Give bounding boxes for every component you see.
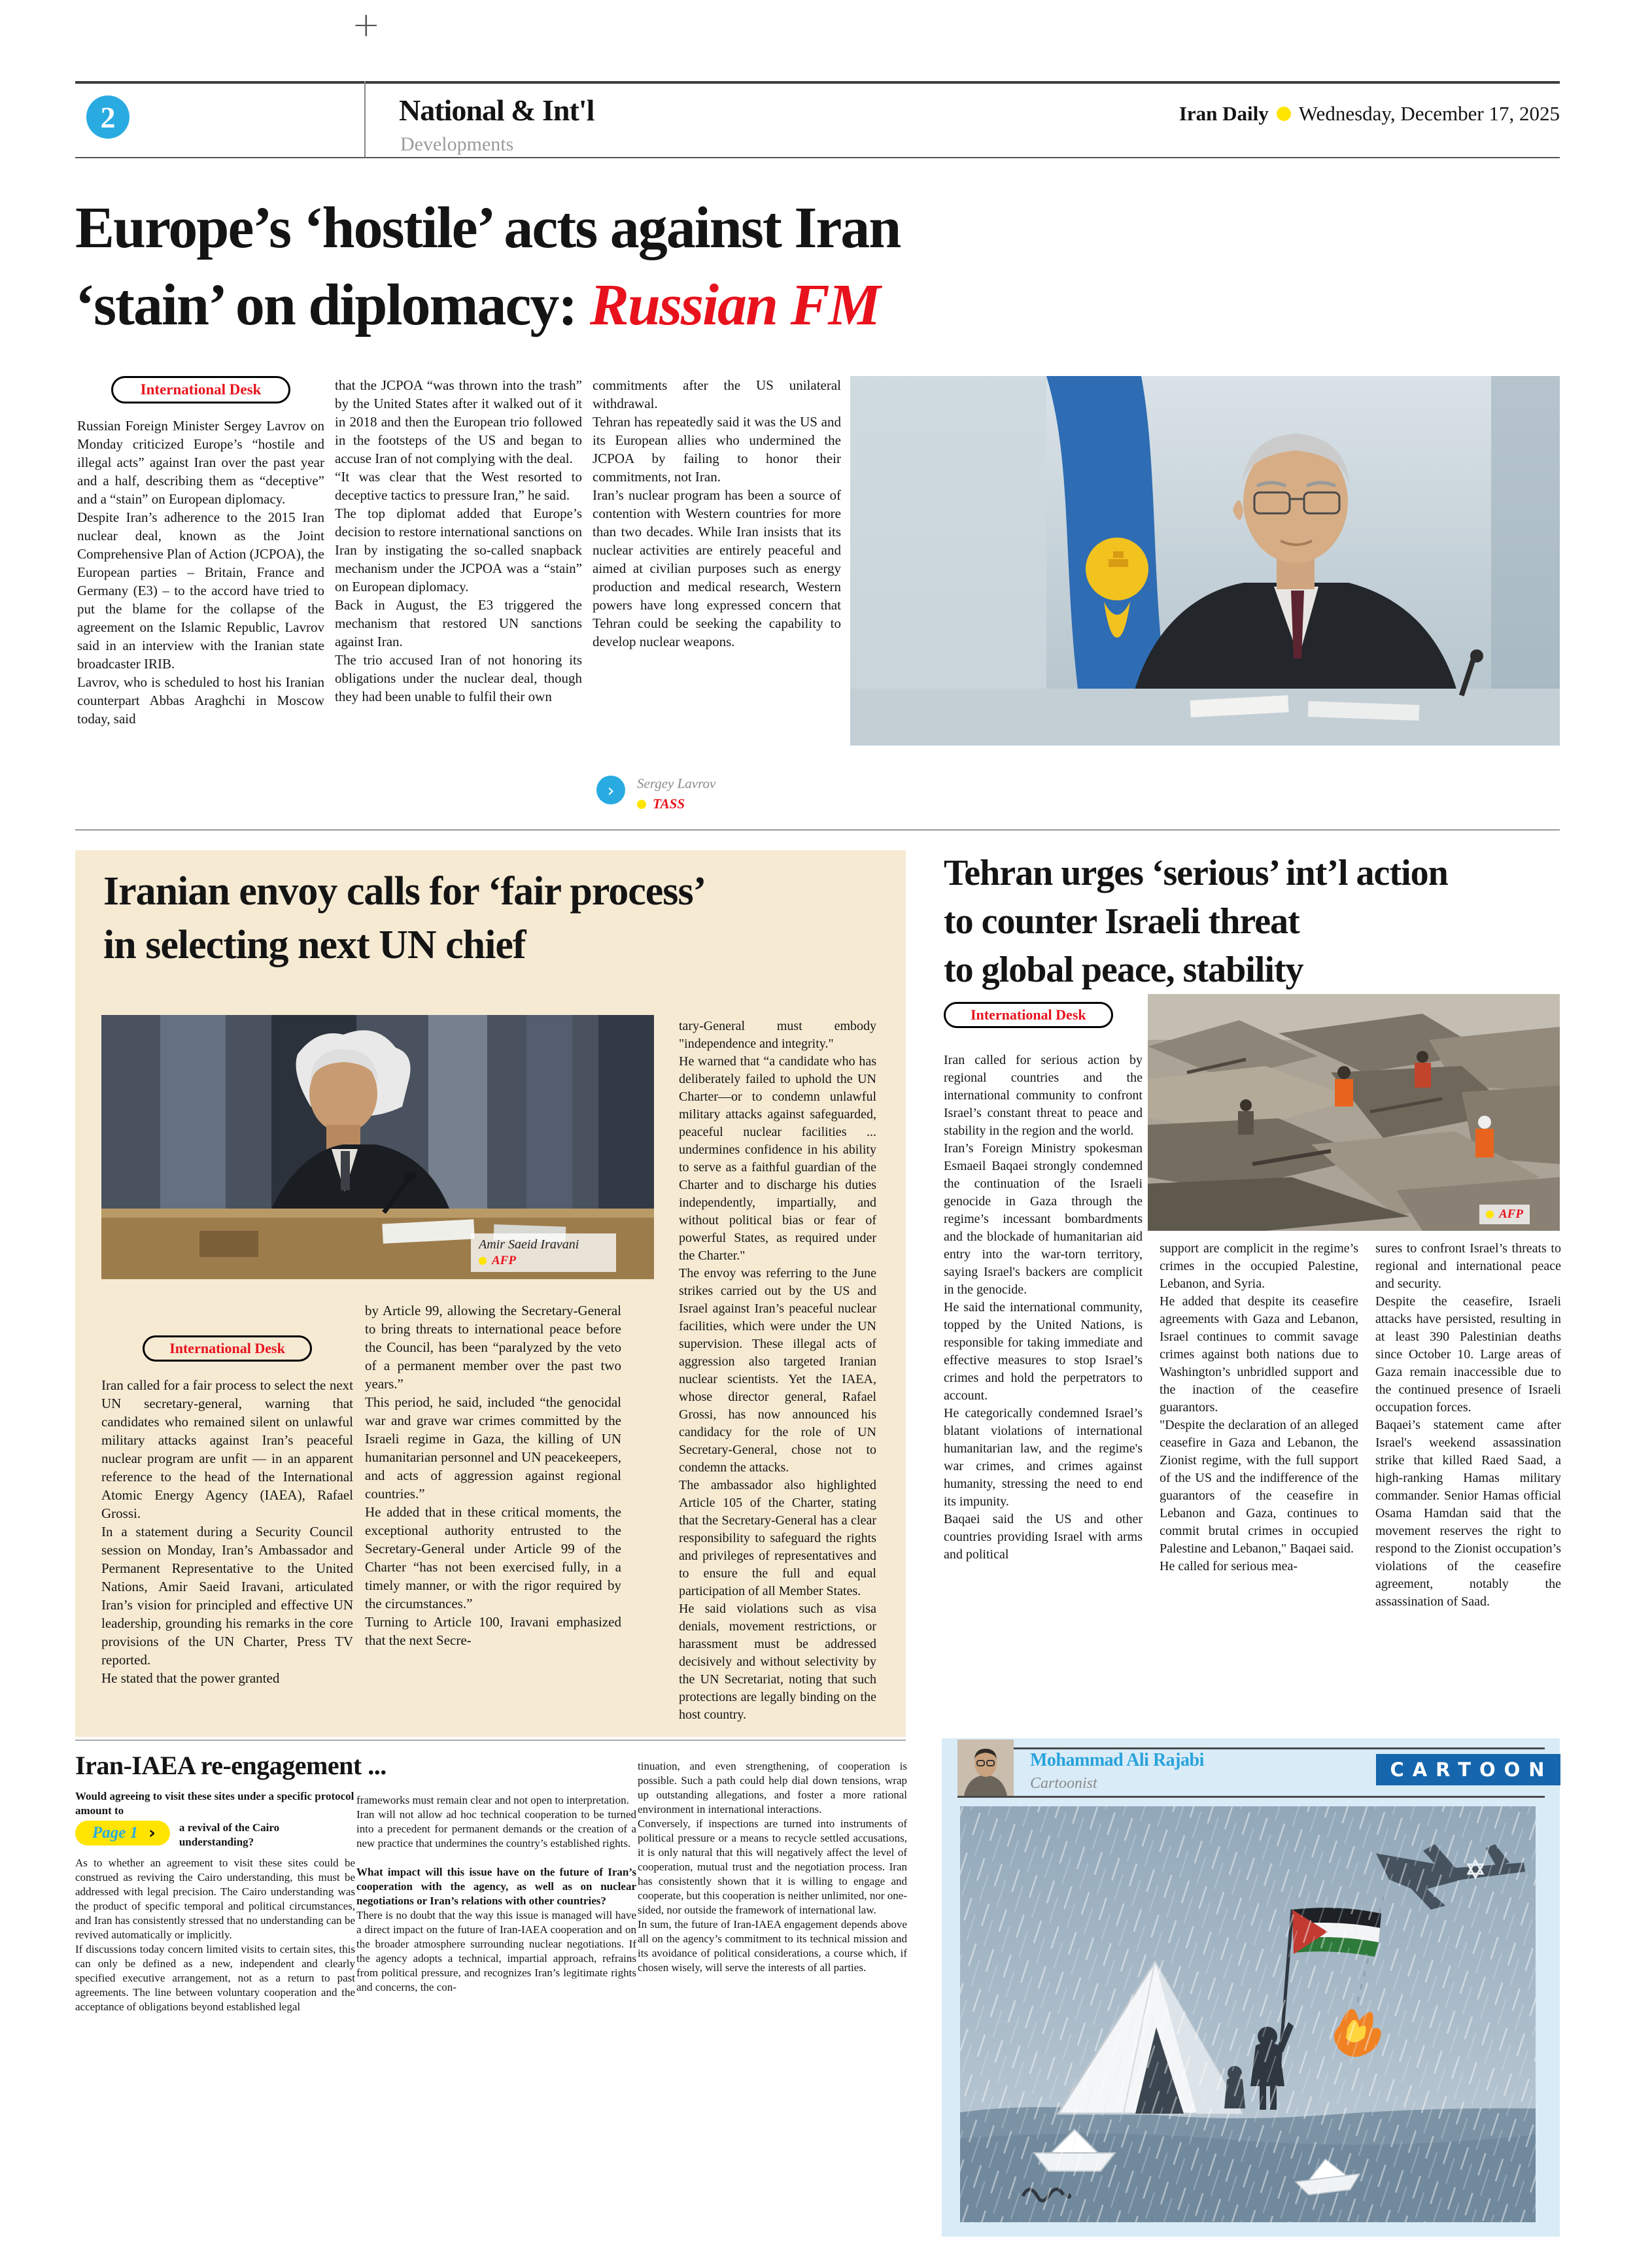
lavrov-photo — [850, 376, 1560, 746]
gaza-photo — [1148, 994, 1560, 1231]
iaea-column-2 — [356, 1793, 636, 2212]
section-separator — [75, 829, 1560, 831]
tehran-column-2 — [1160, 1240, 1358, 1734]
credit-dot-icon — [637, 800, 646, 809]
lead-headline — [75, 190, 1357, 344]
paragraph: tary-General must embody "independence and integrity." — [679, 1019, 876, 1051]
desk-tag: International Desk — [111, 376, 291, 404]
paragraph: Baqaei’s statement came after Israel's weekend assassination strike that killed Raed Saad, a high-ranking Hamas military commander. Senior Hamas official Osama Hamdan said that the movement reserves the right to respond to the Zionist occupation’s violations of the ceasefire agreement, notably the assassination of Saad. — [1375, 1418, 1561, 1609]
header-divider — [364, 81, 366, 157]
paragraph: The top diplomat added that Europe’s decision to restore international sanctions on Iran by instigating the so-called snapback mechanism under the JCPOA was a “stain” on European diplomacy. — [335, 506, 582, 594]
photo-credit: TASS — [653, 796, 685, 812]
paragraph: Russian Foreign Minister Sergey Lavrov on Monday criticized Europe’s “hostile and illegal acts” against Iran over the past year and a half, describing them as “deceptive” and a “stain” on European diplomacy. — [77, 418, 324, 507]
lead-column-3 — [593, 376, 841, 768]
cartoonist-avatar — [957, 1740, 1014, 1796]
registration-mark-icon: + — [352, 5, 381, 44]
envoy-headline — [103, 865, 862, 972]
brand-name: Iran Daily — [1179, 102, 1269, 125]
caption-arrow-icon: › — [596, 776, 625, 804]
cartoon-image — [960, 1806, 1536, 2222]
iaea-intro-continued: a revival of the Cairo understanding? — [179, 1821, 280, 1848]
header-rule-top — [75, 81, 1560, 84]
iaea-column-1 — [75, 1789, 355, 2208]
paragraph: "Despite the declaration of an alleged ceasefire in Gaza and Lebanon, the Zionist regime, with the full support of the US and the indifference of the guarantors of the ceasefire in Lebanon and Gaza, continues to commit brutal crimes in occupied Palestine and Lebanon," Baqaei said. — [1160, 1418, 1358, 1556]
credit-dot-icon — [479, 1257, 487, 1265]
chevron-right-icon: › — [148, 1823, 156, 1843]
paragraph: Back in August, the E3 triggered the mechanism that restored UN sanctions against Iran. — [335, 597, 582, 649]
paragraph: He called for serious mea- — [1160, 1559, 1298, 1573]
paragraph: Despite the ceasefire, Israeli attacks have persisted, resulting in at least 390 Palestinian deaths since October 10. Large areas of Gaza remain inaccessible due to the continued presence of Israeli occupation forces. — [1375, 1294, 1561, 1415]
masthead — [1179, 102, 1560, 126]
paragraph: tinuation, and even strengthening, of cooperation is possible. Such a path could help dial down tensions, wrap up outstanding allegations, and foster a more rational environment in international interactions. — [638, 1760, 907, 1815]
paragraph: Turning to Article 100, Iravani emphasized that the next Secre- — [365, 1614, 621, 1648]
paragraph: In sum, the future of Iran-IAEA engagement depends above all on the agency’s commitment to its technical mission and its avoidance of political considerations, a course which, if chosen wisely, will serve the interests of all parties. — [638, 1918, 907, 1974]
desk-tag: International Desk — [944, 1002, 1113, 1028]
paragraph: In a statement during a Security Council session on Monday, Iran’s Ambassador and Permanent Representative to the United Nations, Amir Saeid Iravani, articulated Iran’s vision for principled and effective UN leadership, grounding his remarks in the core provisions of the UN Charter, Press TV reported. — [101, 1524, 353, 1668]
envoy-headline-line1: Iranian envoy calls for ‘fair process’ — [103, 869, 706, 914]
paragraph: This period, he said, included “the genocidal war and grave war crimes committed by the Israeli regime in Gaza, the killing of UN humanitarian personnel and UN peacekeepers, and acts of aggression against regional countries.” — [365, 1394, 621, 1502]
paragraph: If discussions today concern limited visits to certain sites, this can only be defined as a new, independent and clearly specified executive arrangement, not as a return to past agreements. The line between voluntary cooperation and the acceptance of obligations beyond established legal — [75, 1943, 355, 2013]
section-subtitle: Developments — [400, 133, 514, 155]
cartoonist-name: Mohammad Ali Rajabi — [1030, 1750, 1204, 1770]
paragraph: Iran called for serious action by regional countries and the international community to confront Israel’s constant threat to peace and stability in the region and the world. — [944, 1053, 1143, 1138]
page-number: 2 — [100, 100, 116, 134]
photo-credit: AFP — [1499, 1207, 1523, 1221]
paragraph: There is no doubt that the way this issue is managed will have a direct impact on the future of Iran-IAEA cooperation and on the broader atmosphere surrounding nuclear negotiations. If the agency adopts a technical, impartial approach, refrains from political pressure, and recognizes Iran’s legitimate rights and concerns, the con- — [356, 1909, 636, 1993]
iaea-rule — [75, 1740, 906, 1741]
envoy-headline-line2: in selecting next UN chief — [103, 923, 526, 967]
paragraph: commitments after the US unilateral withdrawal. — [593, 377, 841, 411]
paragraph: Iran’s Foreign Ministry spokesman Esmaeil Baqaei strongly condemned the continuation of the Israeli genocide in Gaza through the regime’s incessant bombardments and the blockade of humanitarian aid entry into the war-torn territory, saying Israel's backers are complicit in the genocide. — [944, 1141, 1143, 1297]
envoy-column-2 — [365, 1301, 621, 1728]
paragraph: Iran’s nuclear program has been a source of contention with Western countries for more than two decades. While Iran insists that its nuclear activities are entirely peaceful and aimed at civilian purposes such as energy production and medical research, Western powers have long expressed concern that Tehran could be seeking the capability to develop nuclear weapons. — [593, 487, 841, 649]
desk-tag: International Desk — [143, 1335, 312, 1362]
envoy-column-3 — [679, 1018, 876, 1728]
paragraph: He warned that “a candidate who has deliberately failed to uphold the UN Charter—or to condemn unlawful military attacks against safeguarded, peaceful nuclear facilities ... undermines confidence in his ability to serve as a faithful guardian of the Charter and to discharge his duties independently, impartially, and without political bias or fear of powerful States, as required under the Charter." — [679, 1054, 876, 1263]
paragraph: frameworks must remain clear and not open to interpretation. — [356, 1794, 629, 1806]
paragraph: Lavrov, who is scheduled to host his Iranian counterpart Abbas Araghchi in Moscow today, said — [77, 674, 324, 727]
envoy-photo-caption — [471, 1233, 616, 1272]
paragraph: that the JCPOA “was thrown into the trash” by the United States after it walked out of it in 2018 and then the European trio followed in the footsteps of the US and began to accuse Iran of not complying with the deal. — [335, 377, 582, 466]
paragraph: Tehran has repeatedly said it was the US and its European allies who undermined the JCPOA by failing to honor their commitments, not Iran. — [593, 414, 841, 485]
gaza-photo-credit — [1479, 1205, 1530, 1224]
lead-headline-attribution: Russian FM — [589, 273, 880, 337]
paragraph: He said violations such as visa denials, movement restrictions, or harassment must be addressed decisively and without selectivity by the UN Secretariat, noting that such protections are legally binding on the host country. — [679, 1602, 876, 1722]
envoy-column-1 — [101, 1335, 353, 1728]
cartoon-rule-bottom — [957, 1796, 1545, 1798]
lead-headline-line2: ‘stain’ on diplomacy: — [75, 273, 590, 337]
cartoon-banner: CARTOON — [1376, 1754, 1560, 1785]
paragraph: Despite Iran’s adherence to the 2015 Iran nuclear deal, known as the Joint Comprehensive Plan of Action (JCPOA), the European parties – Britain, France and Germany (E3) – to the accord have tried to put the blame for the collapse of the agreement on the Islamic Republic, Lavrov said in an interview with the Iranian state broadcaster IRIB. — [77, 509, 324, 672]
paragraph: Conversely, if inspections are turned into instruments of political pressure or a means to recycle settled accusations, it is only natural that this will negatively affect the level of cooperation, mutual trust and the negotiation process. Iran has consistently shown that it is willing to engage and cooperate, but this cooperation is neither unlimited, nor one-sided, nor outside the framework of international law. — [638, 1817, 907, 1916]
tehran-column-3 — [1375, 1240, 1561, 1734]
brand-dot-icon — [1277, 107, 1291, 121]
paragraph: by Article 99, allowing the Secretary-General to bring threats to international peace before the Council, has been “paralyzed by the veto of a permanent member over the past two years.” — [365, 1303, 621, 1392]
paragraph: The ambassador also highlighted Article 105 of the Charter, stating that the Secretary-General has a clear responsibility to safeguard the rights and privileges of representatives and to ensure the full and equal participation of all Member States. — [679, 1478, 876, 1598]
tehran-headline-line1: Tehran urges ‘serious’ int’l action — [944, 853, 1448, 893]
tehran-headline-line3: to global peace, stability — [944, 950, 1303, 990]
page-number-badge — [86, 95, 129, 139]
paragraph: sures to confront Israel’s threats to regional and international peace and security. — [1375, 1241, 1561, 1291]
page-reference-label: Page 1 — [92, 1824, 139, 1842]
paragraph: He added that in these critical moments, the exceptional authority entrusted to the Secretary-General under Article 99 of the Charter “has not been exercised fully, in a timely manner, or with the rigor required by the circumstances.” — [365, 1504, 621, 1611]
cartoon-rule-top — [957, 1747, 1545, 1749]
paragraph: He categorically condemned Israel’s blatant violations of international humanitarian law, and the regime's war crimes, and crimes against humanity, stressing the need to end its impunity. — [944, 1406, 1143, 1509]
paragraph: The envoy was referring to the June strikes carried out by the US and Israel against Iran’s peaceful nuclear facilities, which were under the UN supervision. These illegal acts of aggression also targeted Iranian nuclear scientists. Yet the IAEA, whose director general, Rafael Grossi, has now announced his candidacy for the role of UN Secretary-General, chose not to condemn the attacks. — [679, 1266, 876, 1475]
photo-credit: AFP — [492, 1254, 516, 1267]
lead-column-2 — [335, 376, 582, 822]
issue-date: Wednesday, December 17, 2025 — [1298, 102, 1560, 125]
header-rule-bottom — [75, 157, 1560, 158]
iaea-title: Iran-IAEA re-engagement ... — [75, 1751, 387, 1780]
paragraph: Iran called for a fair process to select the next UN secretary-general, warning that candidates who remained silent on unlawful military attacks against Iran’s peaceful nuclear program are unfit — in an apparent reference to the head of the International Atomic Energy Agency (IAEA), Rafael Grossi. — [101, 1377, 353, 1521]
section-title: National & Int'l — [399, 94, 594, 127]
paragraph: He added that despite its ceasefire agreements with Gaza and Lebanon, Israel continues to commit savage crimes against both nations due to Washington’s unbridled support and the inaction of the ceasefire guarantors. — [1160, 1294, 1358, 1415]
iaea-column-3 — [638, 1759, 907, 2217]
iaea-intro: Would agreeing to visit these sites under a specific protocol amount to — [75, 1790, 354, 1817]
paragraph: He stated that the power granted — [101, 1670, 280, 1686]
paragraph: Baqaei said the US and other countries providing Israel with arms and political — [944, 1512, 1143, 1562]
caption-name: Amir Saeid Iravani — [479, 1237, 579, 1252]
paragraph: support are complicit in the regime’s crimes in the occupied Palestine, Lebanon, and Syria. — [1160, 1241, 1358, 1291]
credit-dot-icon — [1486, 1211, 1494, 1218]
tehran-column-1 — [944, 1052, 1143, 1734]
paragraph: As to whether an agreement to visit these sites could be construed as reviving the Cairo understanding, this must be addressed with legal precision. The Cairo understanding was the product of specific temporal and political circumstances, and Iran has consistently stressed that no understanding can be revived automatically or implicitly. — [75, 1857, 355, 1941]
paragraph: The trio accused Iran of not honoring its obligations under the nuclear deal, though they had been unable to fulfil their own — [335, 652, 582, 704]
cartoonist-role: Cartoonist — [1030, 1775, 1097, 1792]
paragraph: He said the international community, topped by the United Nations, is responsible for taking immediate and effective measures to stop Israel’s crimes and hold the perpetrators to account. — [944, 1300, 1143, 1403]
paragraph: Iran will not allow ad hoc technical cooperation to be turned into a precedent for permanent demands or the creation of a new practice that undermines the country’s established rights. — [356, 1808, 636, 1849]
lead-photo-caption — [596, 776, 715, 812]
tehran-headline-line2: to counter Israeli threat — [944, 901, 1299, 942]
tehran-headline — [944, 849, 1572, 994]
page-reference — [75, 1821, 170, 1846]
iaea-intro-row — [75, 1821, 355, 1849]
lead-column-1 — [77, 376, 324, 822]
iaea-question: What impact will this issue have on the future of Iran’s cooperation with the agency, as well as on nuclear negotiations or Iran’s relations with other countries? — [356, 1866, 636, 1907]
caption-name: Sergey Lavrov — [637, 776, 716, 791]
paragraph: “It was clear that the West resorted to deceptive tactics to pressure Iran,” he said. — [335, 469, 582, 503]
lead-headline-line1: Europe’s ‘hostile’ acts against Iran — [75, 196, 901, 260]
